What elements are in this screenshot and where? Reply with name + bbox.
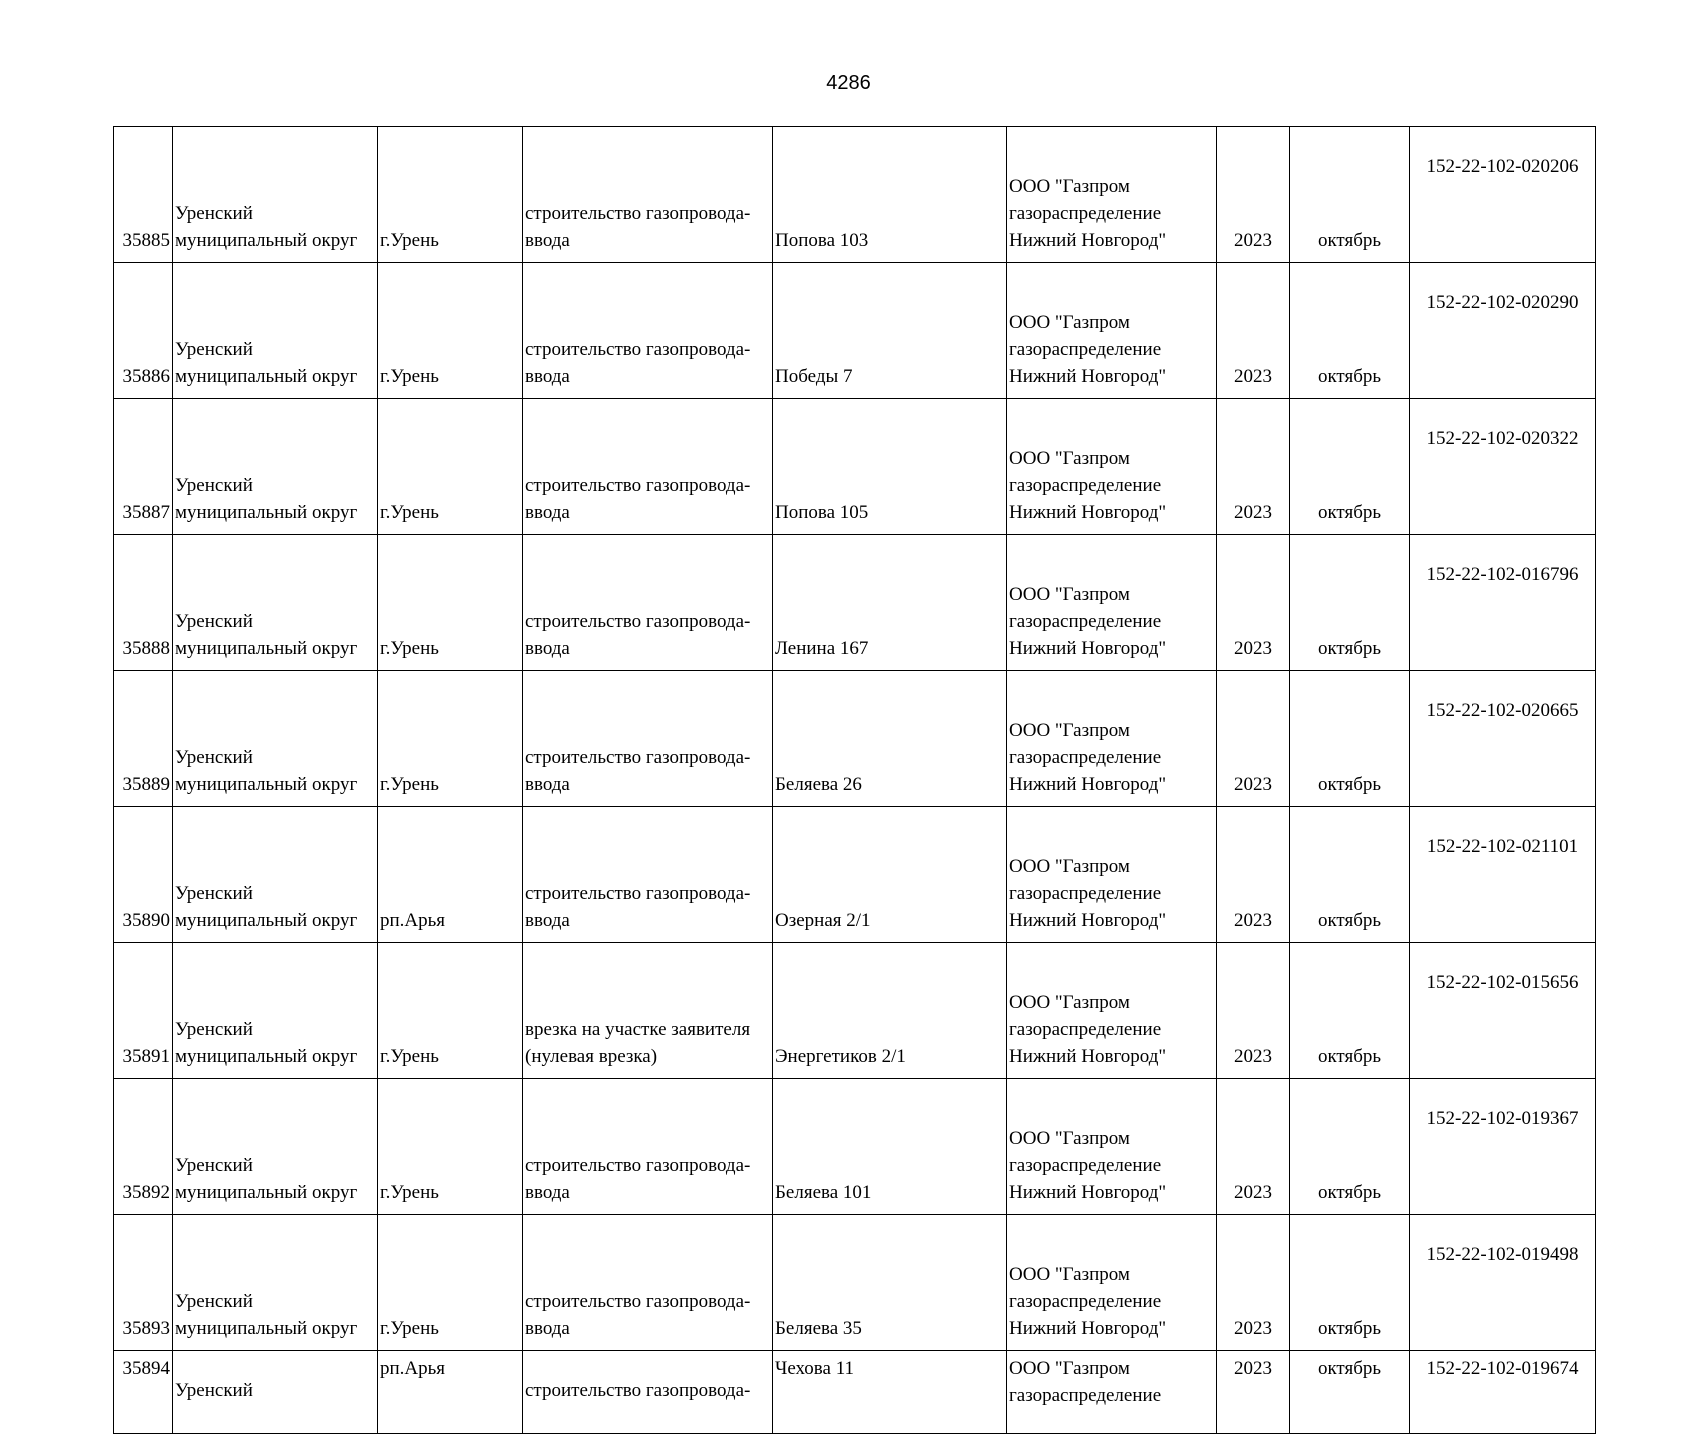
organization-cell — [1007, 1351, 1217, 1434]
organization-cell-line: ООО "Газпром — [1009, 1128, 1130, 1149]
address-cell: Попова 105 — [773, 399, 1007, 535]
work-type-cell-line: ввода — [525, 1318, 570, 1339]
year-cell: 2023 — [1217, 1215, 1290, 1351]
table-row — [114, 671, 1596, 807]
year-cell: 2023 — [1217, 399, 1290, 535]
row-number: 35886 — [114, 263, 173, 399]
organization-cell — [1007, 1215, 1217, 1351]
region-cell-line: Уренский — [175, 203, 253, 224]
table-row — [114, 1079, 1596, 1215]
month-cell: октябрь — [1290, 127, 1410, 263]
table-row — [114, 263, 1596, 399]
row-number: 35885 — [114, 127, 173, 263]
table-row — [114, 1215, 1596, 1351]
work-type-cell — [523, 807, 773, 943]
organization-cell-line: газораспределение — [1009, 883, 1162, 904]
address-cell: Беляева 101 — [773, 1079, 1007, 1215]
code-cell: 152-22-102-020206 — [1410, 127, 1596, 263]
region-cell-line: Уренский — [175, 611, 253, 632]
code-cell: 152-22-102-021101 — [1410, 807, 1596, 943]
organization-cell-line: Нижний Новгород" — [1009, 230, 1167, 251]
address-cell: Беляева 35 — [773, 1215, 1007, 1351]
region-cell-line: муниципальный округ — [175, 366, 358, 387]
code-cell: 152-22-102-019498 — [1410, 1215, 1596, 1351]
code-cell: 152-22-102-019674 — [1410, 1351, 1596, 1434]
organization-cell-line: Нижний Новгород" — [1009, 1182, 1167, 1203]
region-cell-line: муниципальный округ — [175, 638, 358, 659]
row-number: 35892 — [114, 1079, 173, 1215]
locality-cell: г.Урень — [378, 263, 523, 399]
year-cell: 2023 — [1217, 127, 1290, 263]
month-cell: октябрь — [1290, 399, 1410, 535]
month-cell: октябрь — [1290, 943, 1410, 1079]
month-cell: октябрь — [1290, 1351, 1410, 1434]
organization-cell-line: ООО "Газпром — [1009, 1358, 1130, 1379]
code-cell: 152-22-102-016796 — [1410, 535, 1596, 671]
row-number: 35893 — [114, 1215, 173, 1351]
month-cell: октябрь — [1290, 535, 1410, 671]
work-type-cell-line: ввода — [525, 366, 570, 387]
region-cell-line: муниципальный округ — [175, 910, 358, 931]
work-type-cell — [523, 671, 773, 807]
work-type-cell-line: ввода — [525, 910, 570, 931]
locality-cell: г.Урень — [378, 671, 523, 807]
region-cell: Уренский — [173, 1351, 378, 1434]
organization-cell — [1007, 399, 1217, 535]
month-cell: октябрь — [1290, 671, 1410, 807]
region-cell — [173, 535, 378, 671]
organization-cell-line: Нижний Новгород" — [1009, 366, 1167, 387]
year-cell: 2023 — [1217, 943, 1290, 1079]
organization-cell — [1007, 807, 1217, 943]
address-cell: Ленина 167 — [773, 535, 1007, 671]
locality-cell: г.Урень — [378, 943, 523, 1079]
year-cell: 2023 — [1217, 263, 1290, 399]
work-type-cell-line: строительство газопровода- — [525, 883, 751, 904]
row-number: 35891 — [114, 943, 173, 1079]
work-type-cell — [523, 1079, 773, 1215]
organization-cell-line: ООО "Газпром — [1009, 720, 1130, 741]
region-cell-line: муниципальный округ — [175, 502, 358, 523]
work-type-cell — [523, 127, 773, 263]
organization-cell-line: ООО "Газпром — [1009, 312, 1130, 333]
organization-cell-line: газораспределение — [1009, 1155, 1162, 1176]
code-cell: 152-22-102-020665 — [1410, 671, 1596, 807]
organization-cell — [1007, 535, 1217, 671]
organization-cell-line: газораспределение — [1009, 1019, 1162, 1040]
organization-cell-line: газораспределение — [1009, 1385, 1162, 1406]
table-row — [114, 943, 1596, 1079]
address-cell: Чехова 11 — [773, 1351, 1007, 1434]
address-cell: Энергетиков 2/1 — [773, 943, 1007, 1079]
organization-cell — [1007, 263, 1217, 399]
locality-cell: г.Урень — [378, 1215, 523, 1351]
work-type-cell — [523, 1215, 773, 1351]
region-cell-line: Уренский — [175, 1155, 253, 1176]
row-number: 35887 — [114, 399, 173, 535]
region-cell — [173, 807, 378, 943]
registry-table — [113, 126, 1596, 1434]
month-cell: октябрь — [1290, 1215, 1410, 1351]
region-cell — [173, 263, 378, 399]
work-type-cell-line: ввода — [525, 502, 570, 523]
organization-cell-line: газораспределение — [1009, 747, 1162, 768]
locality-cell: г.Урень — [378, 1079, 523, 1215]
address-cell: Беляева 26 — [773, 671, 1007, 807]
locality-cell: г.Урень — [378, 399, 523, 535]
region-cell-line: Уренский — [175, 883, 253, 904]
row-number: 35894 — [114, 1351, 173, 1434]
region-cell — [173, 1215, 378, 1351]
work-type-cell — [523, 263, 773, 399]
organization-cell — [1007, 1079, 1217, 1215]
organization-cell-line: Нижний Новгород" — [1009, 910, 1167, 931]
organization-cell-line: Нижний Новгород" — [1009, 1046, 1167, 1067]
organization-cell-line: газораспределение — [1009, 339, 1162, 360]
year-cell: 2023 — [1217, 535, 1290, 671]
address-cell: Озерная 2/1 — [773, 807, 1007, 943]
page-number: 4286 — [826, 72, 871, 94]
organization-cell-line: Нижний Новгород" — [1009, 774, 1167, 795]
region-cell — [173, 127, 378, 263]
work-type-cell-line: строительство газопровода- — [525, 747, 751, 768]
region-cell-line: Уренский — [175, 747, 253, 768]
year-cell: 2023 — [1217, 807, 1290, 943]
region-cell-line: муниципальный округ — [175, 1318, 358, 1339]
region-cell — [173, 943, 378, 1079]
organization-cell — [1007, 127, 1217, 263]
organization-cell-line: ООО "Газпром — [1009, 856, 1130, 877]
region-cell-line: Уренский — [175, 475, 253, 496]
organization-cell-line: ООО "Газпром — [1009, 448, 1130, 469]
region-cell-line: муниципальный округ — [175, 1046, 358, 1067]
region-cell-line: Уренский — [175, 339, 253, 360]
work-type-cell-line: строительство газопровода- — [525, 1155, 751, 1176]
table-row — [114, 1351, 1596, 1434]
code-cell: 152-22-102-019367 — [1410, 1079, 1596, 1215]
organization-cell-line: газораспределение — [1009, 611, 1162, 632]
code-cell: 152-22-102-015656 — [1410, 943, 1596, 1079]
region-cell — [173, 399, 378, 535]
work-type-cell-line: строительство газопровода- — [525, 339, 751, 360]
work-type-cell — [523, 943, 773, 1079]
region-cell-line: муниципальный округ — [175, 1182, 358, 1203]
region-cell-line: муниципальный округ — [175, 774, 358, 795]
work-type-cell-line: ввода — [525, 638, 570, 659]
locality-cell: г.Урень — [378, 535, 523, 671]
work-type-cell-line: врезка на участке заявителя — [525, 1019, 751, 1040]
region-cell-line: муниципальный округ — [175, 230, 358, 251]
row-number: 35889 — [114, 671, 173, 807]
region-cell — [173, 671, 378, 807]
locality-cell: рп.Арья — [378, 1351, 523, 1434]
organization-cell — [1007, 943, 1217, 1079]
address-cell: Победы 7 — [773, 263, 1007, 399]
organization-cell-line: газораспределение — [1009, 203, 1162, 224]
table-row — [114, 399, 1596, 535]
organization-cell-line: ООО "Газпром — [1009, 1264, 1130, 1285]
organization-cell — [1007, 671, 1217, 807]
work-type-cell-line: строительство газопровода- — [525, 1291, 751, 1312]
year-cell: 2023 — [1217, 1079, 1290, 1215]
organization-cell-line: ООО "Газпром — [1009, 584, 1130, 605]
region-cell-line: Уренский — [175, 1291, 253, 1312]
locality-cell: рп.Арья — [378, 807, 523, 943]
code-cell: 152-22-102-020290 — [1410, 263, 1596, 399]
organization-cell-line: ООО "Газпром — [1009, 992, 1130, 1013]
locality-cell: г.Урень — [378, 127, 523, 263]
row-number: 35888 — [114, 535, 173, 671]
address-cell: Попова 103 — [773, 127, 1007, 263]
work-type-cell-line: ввода — [525, 1182, 570, 1203]
work-type-cell-line: ввода — [525, 774, 570, 795]
code-cell: 152-22-102-020322 — [1410, 399, 1596, 535]
organization-cell-line: Нижний Новгород" — [1009, 638, 1167, 659]
table-row — [114, 535, 1596, 671]
month-cell: октябрь — [1290, 263, 1410, 399]
month-cell: октябрь — [1290, 1079, 1410, 1215]
table-body — [114, 127, 1596, 1434]
year-cell: 2023 — [1217, 671, 1290, 807]
organization-cell-line: газораспределение — [1009, 475, 1162, 496]
work-type-cell — [523, 399, 773, 535]
organization-cell-line: ООО "Газпром — [1009, 176, 1130, 197]
work-type-cell — [523, 535, 773, 671]
work-type-cell-line: строительство газопровода- — [525, 203, 751, 224]
organization-cell-line: Нижний Новгород" — [1009, 502, 1167, 523]
work-type-cell-line: (нулевая врезка) — [525, 1046, 658, 1067]
work-type-cell: строительство газопровода- — [523, 1351, 773, 1434]
row-number: 35890 — [114, 807, 173, 943]
month-cell: октябрь — [1290, 807, 1410, 943]
work-type-cell-line: строительство газопровода- — [525, 611, 751, 632]
region-cell — [173, 1079, 378, 1215]
organization-cell-line: газораспределение — [1009, 1291, 1162, 1312]
work-type-cell-line: ввода — [525, 230, 570, 251]
work-type-cell-line: строительство газопровода- — [525, 475, 751, 496]
region-cell-line: Уренский — [175, 1019, 253, 1040]
table-row — [114, 127, 1596, 263]
year-cell: 2023 — [1217, 1351, 1290, 1434]
organization-cell-line: Нижний Новгород" — [1009, 1318, 1167, 1339]
table-row — [114, 807, 1596, 943]
